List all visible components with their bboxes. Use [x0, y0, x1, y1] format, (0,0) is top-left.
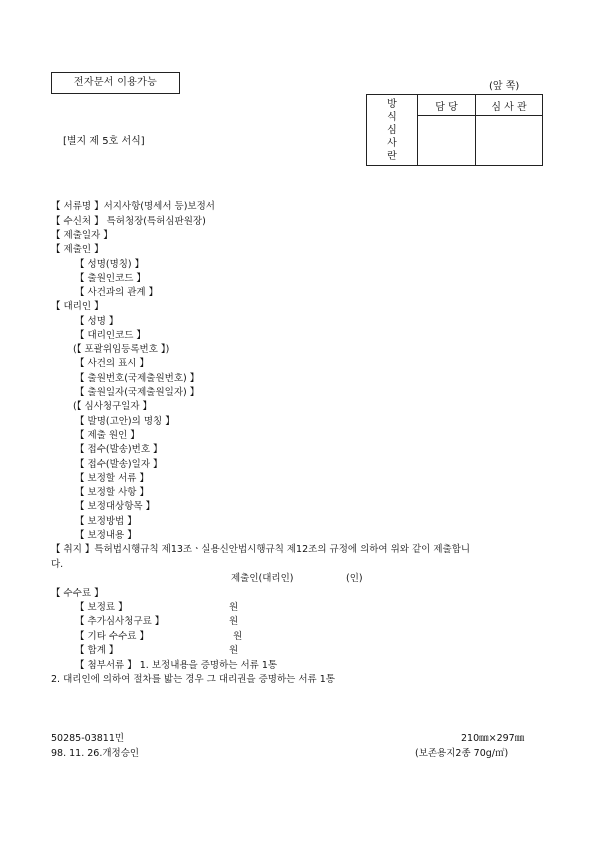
attachments-line-1: 【 첨부서류 】 1. 보정내용을 증명하는 서류 1통	[75, 660, 278, 671]
power-of-attorney-line: (【 포괄위임등록번호 】)	[73, 344, 170, 355]
submitter-line: 【 제출인 】	[51, 244, 104, 255]
amend-target-line: 【 보정대상항목 】	[75, 501, 156, 512]
form-code: 50285-03811민	[51, 733, 125, 744]
fee-amend-label: 【 보정료 】	[75, 602, 128, 613]
case-relation-line: 【 사건과의 관계 】	[75, 287, 159, 298]
amend-content-line: 【 보정내용 】	[75, 530, 137, 541]
fee-extra-exam-label: 【 추가심사청구료 】	[75, 616, 165, 627]
fee-heading: 【 수수료 】	[51, 588, 104, 599]
agent-code-line: 【 대리인코드 】	[75, 330, 146, 341]
review-col-examiner: 심 사 관	[476, 95, 543, 116]
review-col-manager: 담 당	[418, 95, 476, 116]
purpose-line: 【 취지 】특허법시행규칙 제13조ㆍ실용신안법시행규칙 제12조의 규정에 의하여 위와 같이 제출합니	[51, 544, 471, 555]
purpose-line-cont: 다.	[51, 559, 64, 570]
review-cell-examiner	[476, 116, 543, 166]
paper-size: 210㎜×297㎜	[461, 733, 525, 744]
form-number: [별지 제 5호 서식]	[63, 136, 145, 147]
application-number-line: 【 출원번호(국제출원번호) 】	[75, 373, 200, 384]
submitter-signature-label: 제출인(대리인)	[231, 573, 294, 584]
approval-date: 98. 11. 26.개정승인	[51, 748, 140, 759]
front-side-label: (앞 쪽)	[489, 81, 520, 92]
receipt-date-line: 【 접수(발송)일자 】	[75, 459, 163, 470]
case-display-line: 【 사건의 표시 】	[75, 358, 149, 369]
paper-type: (보존용지2종 70g/㎡)	[415, 748, 509, 759]
agent-line: 【 대리인 】	[51, 301, 104, 312]
attachments-line-2: 2. 대리인에 의하여 절차를 밟는 경우 그 대리권을 증명하는 서류 1통	[51, 674, 335, 685]
amend-matter-line: 【 보정할 사항 】	[75, 487, 149, 498]
amend-method-line: 【 보정방법 】	[75, 516, 137, 527]
application-date-line: 【 출원일자(국제출원일자) 】	[75, 387, 200, 398]
receipt-number-line: 【 접수(발송)번호 】	[75, 444, 163, 455]
review-table	[366, 94, 543, 166]
applicant-code-line: 【 출원인코드 】	[75, 273, 146, 284]
submission-cause-line: 【 제출 원인 】	[75, 430, 140, 441]
submit-date-line: 【 제출일자 】	[51, 230, 113, 241]
submitter-name-line: 【 성명(명칭) 】	[75, 259, 145, 270]
exam-request-date-line: (【 심사청구일자 】	[73, 401, 153, 412]
seal-mark: (인)	[346, 573, 363, 584]
invention-title-line: 【 발명(고안)의 명칭 】	[75, 416, 175, 427]
fee-other-unit: 원	[233, 631, 243, 642]
fee-total-unit: 원	[229, 645, 239, 656]
fee-amend-unit: 원	[229, 602, 239, 613]
fee-total-label: 【 합계 】	[75, 645, 119, 656]
fee-other-label: 【 기타 수수료 】	[75, 631, 149, 642]
amend-document-line: 【 보정할 서류 】	[75, 473, 149, 484]
electronic-document-box: 전자문서 이용가능	[51, 72, 180, 94]
review-cell-manager	[418, 116, 476, 166]
doc-title-line: 【 서류명 】서지사항(명세서 등)보정서	[51, 201, 215, 212]
recipient-line: 【 수신처 】 특허청장(특허심판원장)	[51, 216, 206, 227]
fee-extra-exam-unit: 원	[229, 616, 239, 627]
agent-name-line: 【 성명 】	[75, 316, 119, 327]
review-side-label: 방 식 심 사 란	[367, 95, 418, 166]
